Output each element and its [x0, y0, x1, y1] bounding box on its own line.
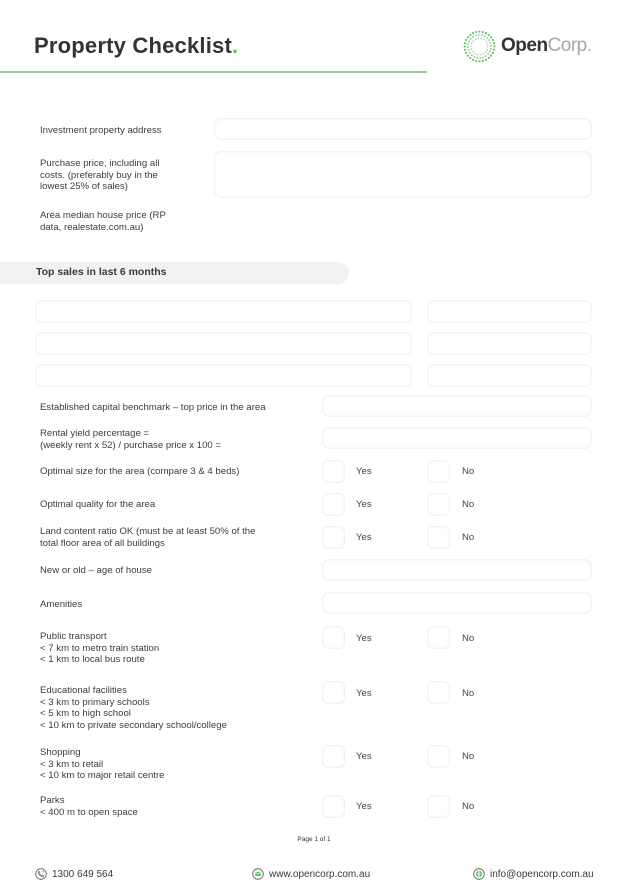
logo-dot: [490, 54, 492, 56]
label-land-content: Land content ratio OK (must be at least 50% of the total floor area of all buildings: [40, 526, 256, 549]
logo-dot: [490, 41, 492, 43]
logo-dot: [478, 37, 479, 38]
opencorp-logo: [463, 29, 603, 63]
logo-dot: [477, 53, 478, 54]
rental-yield-input[interactable]: [322, 427, 592, 449]
label-purchase-price: Purchase price, including all costs. (preferably buy in the lowest 25% of sales): [40, 158, 160, 192]
logo-dot: [471, 48, 472, 49]
label-public-transport: Public transport < 7 km to metro train station < 1 km to local bus route: [40, 631, 160, 665]
footer-email[interactable]: [473, 866, 594, 882]
logo-dot: [470, 37, 472, 39]
logo-dot: [471, 45, 472, 46]
label-property-address: Investment property address: [40, 125, 162, 136]
logo-text-corp: Corp.: [547, 35, 592, 56]
logo-text: [501, 35, 592, 57]
top-sale-3-address-input[interactable]: [35, 364, 412, 387]
section-title-top-sales: Top sales in last 6 months: [36, 266, 167, 278]
logo-text-open: Open: [501, 35, 548, 56]
phone-icon: [35, 868, 47, 880]
logo-dot: [493, 45, 495, 47]
footer-website[interactable]: [252, 866, 370, 882]
logo-dot: [473, 40, 474, 41]
logo-dot: [487, 53, 489, 55]
educational-yes-label: Yes: [356, 688, 372, 699]
footer-phone-text: 1300 649 564: [52, 868, 114, 880]
optimal-quality-no-checkbox[interactable]: [427, 493, 450, 516]
logo-dot: [485, 32, 487, 34]
logo-dot: [487, 46, 488, 47]
optimal-size-yes-checkbox[interactable]: [322, 460, 345, 483]
logo-dot: [485, 51, 486, 52]
land-content-no-checkbox[interactable]: [427, 526, 450, 549]
logo-dot: [465, 38, 467, 40]
logo-dot: [486, 36, 488, 38]
logo-dot: [469, 57, 471, 59]
public-transport-yes-label: Yes: [356, 633, 372, 644]
globe-icon: [473, 868, 485, 880]
logo-dot: [469, 33, 471, 35]
footer-phone: [35, 866, 113, 882]
logo-dot: [472, 32, 474, 34]
logo-dot: [483, 38, 484, 39]
public-transport-no-checkbox[interactable]: [427, 626, 450, 649]
logo-dot: [486, 48, 487, 49]
logo-dot: [488, 39, 490, 41]
logo-dot: [478, 34, 480, 36]
title-text: Property Checklist: [34, 33, 233, 58]
parks-yes-checkbox[interactable]: [322, 795, 345, 818]
logo-dot: [493, 48, 495, 50]
logo-dot: [465, 51, 467, 53]
label-median-price: Area median house price (RP data, realestate.com.au): [40, 210, 166, 233]
optimal-quality-yes-checkbox[interactable]: [322, 493, 345, 516]
label-optimal-quality: Optimal quality for the area: [40, 499, 156, 510]
logo-dot: [475, 34, 477, 36]
top-sale-2-price-input[interactable]: [427, 332, 592, 355]
shopping-no-checkbox[interactable]: [427, 745, 450, 768]
logo-dot: [472, 58, 474, 60]
shopping-no-label: No: [462, 751, 475, 762]
logo-dot: [467, 43, 469, 45]
logo-dot: [492, 51, 494, 53]
label-educational-facilities: Educational facilities < 3 km to primary schools < 5 km to high school < 10 km to private secondary school/college: [40, 685, 227, 731]
land-content-yes-checkbox[interactable]: [322, 526, 345, 549]
logo-dot: [488, 33, 490, 35]
logo-dot: [482, 59, 484, 61]
logo-dot: [485, 40, 486, 41]
label-optimal-size: Optimal size for the area (compare 3 & 4 beds): [40, 466, 240, 477]
logo-dot: [471, 42, 472, 43]
logo-dot: [475, 30, 477, 32]
mail-icon: [252, 868, 264, 880]
logo-dot: [472, 50, 473, 51]
logo-dot: [474, 52, 475, 53]
page-title: [34, 33, 238, 59]
logo-dot: [476, 56, 478, 58]
logo-dot: [484, 35, 486, 37]
logo-dot: [489, 50, 491, 52]
logo-dot: [464, 45, 466, 47]
public-transport-no-label: No: [462, 633, 475, 644]
logo-dot: [471, 54, 473, 56]
logo-dot: [482, 30, 484, 32]
public-transport-yes-checkbox[interactable]: [322, 626, 345, 649]
parks-no-checkbox[interactable]: [427, 795, 450, 818]
optimal-size-no-label: No: [462, 466, 475, 477]
educational-no-checkbox[interactable]: [427, 681, 450, 704]
logo-dot: [483, 53, 484, 54]
logo-dot: [485, 55, 487, 57]
top-sale-1-price-input[interactable]: [427, 300, 592, 323]
logo-dot: [490, 44, 492, 46]
logo-dot: [468, 40, 470, 42]
logo-dot: [464, 42, 466, 44]
logo-dot: [492, 38, 494, 40]
logo-dot: [478, 30, 480, 32]
land-content-yes-label: Yes: [356, 532, 372, 543]
page-number: Page 1 of 1: [297, 836, 331, 843]
purchase-price-input[interactable]: [214, 151, 592, 198]
logo-dot: [490, 36, 492, 38]
logo-dot: [487, 43, 488, 44]
parks-no-label: No: [462, 801, 475, 812]
logo-dot: [490, 47, 492, 49]
optimal-quality-no-label: No: [462, 499, 475, 510]
logo-dot: [481, 34, 483, 36]
optimal-size-no-checkbox[interactable]: [427, 460, 450, 483]
logo-dot: [467, 46, 469, 48]
optimal-quality-yes-label: Yes: [356, 499, 372, 510]
logo-dot: [485, 58, 487, 60]
logo-dot: [488, 57, 490, 59]
logo-dot: [478, 60, 480, 62]
capital-benchmark-input[interactable]: [322, 395, 592, 417]
educational-yes-checkbox[interactable]: [322, 681, 345, 704]
logo-dot: [475, 59, 477, 61]
shopping-yes-label: Yes: [356, 751, 372, 762]
logo-dots-icon: [463, 30, 496, 63]
land-content-no-label: No: [462, 532, 475, 543]
logo-dot: [479, 57, 481, 59]
header-divider: [0, 71, 427, 73]
logo-dot: [480, 53, 481, 54]
parks-yes-label: Yes: [356, 801, 372, 812]
property-address-input[interactable]: [214, 118, 592, 140]
amenities-input[interactable]: [322, 592, 592, 614]
label-amenities: Amenities: [40, 599, 83, 610]
optimal-size-yes-label: Yes: [356, 466, 372, 477]
label-shopping: Shopping < 3 km to retail < 10 km to major retail centre: [40, 747, 165, 781]
footer-email-link[interactable]: info@opencorp.com.au: [490, 868, 594, 880]
logo-dot: [472, 35, 474, 37]
label-rental-yield: Rental yield percentage = (weekly rent x 52) / purchase price x 100 =: [40, 428, 222, 451]
logo-dot: [482, 56, 484, 58]
label-capital-benchmark: Established capital benchmark – top price in the area: [40, 402, 266, 413]
logo-dot: [469, 51, 471, 53]
top-sale-3-price-input[interactable]: [427, 364, 592, 387]
logo-dot: [481, 37, 482, 38]
logo-dot: [468, 49, 470, 51]
footer-website-link[interactable]: www.opencorp.com.au: [269, 868, 371, 880]
label-age-of-house: New or old – age of house: [40, 565, 153, 576]
educational-no-label: No: [462, 688, 475, 699]
logo-dot: [475, 38, 476, 39]
top-sale-1-address-input[interactable]: [35, 300, 412, 323]
top-sale-2-address-input[interactable]: [35, 332, 412, 355]
logo-dot: [473, 55, 475, 57]
title-dot: .: [232, 33, 239, 58]
age-of-house-input[interactable]: [322, 559, 592, 581]
label-parks: Parks < 400 m to open space: [40, 795, 138, 818]
shopping-yes-checkbox[interactable]: [322, 745, 345, 768]
logo-dot: [493, 42, 495, 44]
logo-dot: [467, 36, 469, 38]
logo-dot: [464, 48, 466, 50]
logo-dot: [467, 54, 469, 56]
